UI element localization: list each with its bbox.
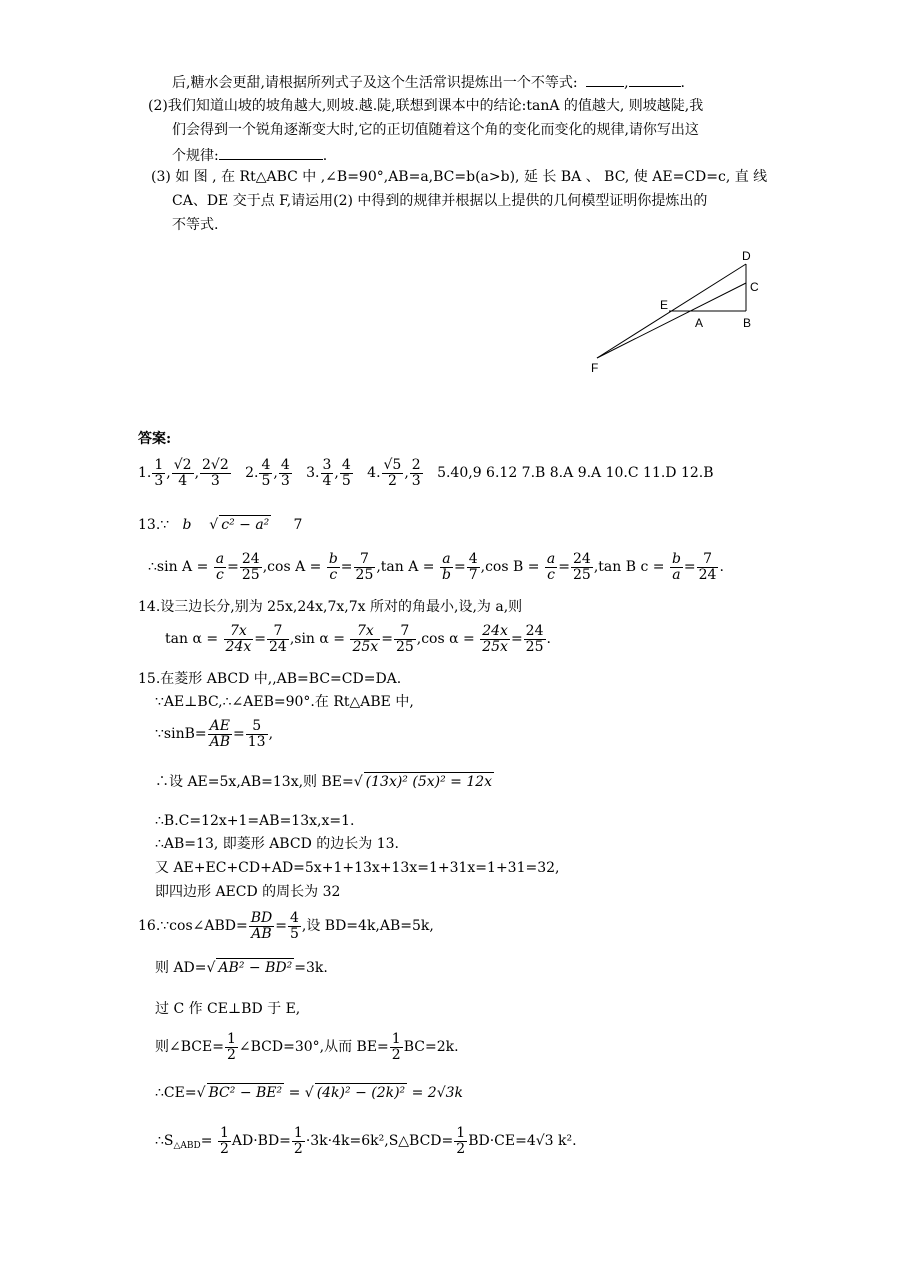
line-fc	[597, 283, 746, 358]
answer-16-line-1: 16.∵cos∠ABD= $\frac{BD}{AB}$ = $\frac{4}{5}$ ,设 BD=4k,AB=5k,	[138, 909, 434, 942]
fraction: $\frac{2√2}{3}$	[202, 456, 229, 489]
answer-15-line-6: ∴AB=13, 即菱形 ABCD 的边长为 13.	[155, 836, 399, 852]
answer-15-line-1: 15.在菱形 ABCD 中,,AB=BC=CD=DA.	[138, 671, 402, 687]
fraction: $\frac{24x}{25x}$	[482, 622, 508, 655]
answer-16-line-5: ∴CE=√ BC² − BE² = √ (4k)² − (2k)² = 2√3k	[155, 1085, 464, 1101]
fraction: $\frac{1}{3}$	[154, 456, 164, 489]
problem-text: 后,糖水会更甜,请根据所列式子及这个生活常识提炼出一个不等式:	[172, 75, 578, 91]
fraction: $\frac{7}{24}$	[268, 622, 287, 655]
fraction: $\frac{7}{24}$	[698, 550, 717, 583]
fraction: $\frac{b}{a}$	[671, 550, 681, 583]
answer-15-line-2: ∵AE⊥BC,∴∠AEB=90°.在 Rt△ABE 中,	[155, 694, 414, 710]
fraction: $\frac{a}{b}$	[442, 550, 451, 583]
label-e: E	[660, 298, 669, 312]
fraction: $\frac{a}{c}$	[215, 550, 225, 583]
fraction: $\frac{24}{25}$	[241, 550, 260, 583]
problem-text: 个规律:	[172, 148, 219, 164]
fraction: $\frac{1}{2}$	[391, 1030, 401, 1063]
answers-heading: 答案:	[138, 431, 172, 447]
fraction: $\frac{5}{13}$	[247, 717, 266, 750]
label-c: C	[750, 280, 759, 294]
fraction: $\frac{b}{c}$	[328, 550, 338, 583]
fraction: $\frac{2}{3}$	[411, 456, 421, 489]
fraction: $\frac{4}{3}$	[280, 456, 290, 489]
fraction: $\frac{a}{c}$	[546, 550, 556, 583]
label-a: A	[695, 316, 704, 330]
answer-15-line-8: 即四边形 AECD 的周长为 32	[155, 884, 341, 900]
fraction: $\frac{4}{7}$	[468, 550, 478, 583]
problem-line-4: 个规律: .	[172, 145, 327, 165]
problem-line-1: 后,糖水会更甜,请根据所列式子及这个生活常识提炼出一个不等式: , .	[172, 72, 685, 92]
answer-1-12: 1. $\frac{1}{3}$ , $\frac{√2}{4}$ , $\frac{2√2}{3}$ 2. $\frac{4}{5}$ , $\frac{4}{3}$ 3. $\frac{3}{4}$ , $\frac{4}{5}$ 4. $\frac{√5}{2}$ , $\frac{2}{3}$ 5.40,9 6.12 7.B 8.A 9.A 10.C 11.D 12.B	[138, 456, 714, 489]
fraction: $\frac{1}{2}$	[456, 1124, 466, 1157]
answer-15-line-4: ∴设 AE=5x,AB=13x,则 BE=√ (13x)² (5x)² = 12x	[155, 774, 493, 790]
problem-line-5: (3) 如 图 , 在 Rt△ABC 中 ,∠B=90°,AB=a,BC=b(a>b), 延 长 BA 、 BC, 使 AE=CD=c, 直 线	[151, 169, 768, 185]
fraction: $\frac{7}{25}$	[355, 550, 374, 583]
label-d: D	[742, 249, 751, 263]
geometry-figure	[585, 248, 765, 378]
fraction: $\frac{7x}{24x}$	[225, 622, 252, 655]
fraction: $\frac{√2}{4}$	[173, 456, 192, 489]
problem-line-7: 不等式.	[172, 217, 219, 233]
answer-14-line-2: tan α = $\frac{7x}{24x}$ = $\frac{7}{24}$ ,sin α = $\frac{7x}{25x}$ = $\frac{7}{25}$ ,cos α = $\frac{24x}{25x}$ = $\frac{24}{25}$ .	[165, 622, 551, 655]
answer-blank	[586, 72, 624, 87]
fraction: $\frac{4}{5}$	[341, 456, 351, 489]
answer-blank	[629, 72, 681, 87]
answer-15-line-3: ∵sinB= $\frac{AE}{AB}$ = $\frac{5}{13}$ ,	[155, 717, 274, 750]
label-f: F	[591, 361, 599, 375]
answer-16-line-3: 过 C 作 CE⊥BD 于 E,	[155, 1001, 301, 1017]
fraction: $\frac{3}{4}$	[322, 456, 332, 489]
answer-15-line-7: 又 AE+EC+CD+AD=5x+1+13x+13x=1+31x=1+31=32,	[155, 860, 560, 876]
fraction: $\frac{24}{25}$	[525, 622, 544, 655]
problem-line-6: CA、DE 交于点 F,请运用(2) 中得到的规律并根据以上提供的几何模型证明你提炼出的	[172, 193, 708, 209]
fraction: $\frac{AE}{AB}$	[209, 717, 231, 750]
label-b: B	[743, 316, 752, 330]
fraction: $\frac{7x}{25x}$	[352, 622, 379, 655]
fraction: $\frac{4}{5}$	[261, 456, 271, 489]
fraction: $\frac{1}{2}$	[219, 1124, 229, 1157]
answer-13-line-1: 13.∵ b √ c² − a² 7	[138, 517, 303, 533]
answer-13-line-2: ∴sin A = $\frac{a}{c}$ = $\frac{24}{25}$ ,cos A = $\frac{b}{c}$ = $\frac{7}{25}$ ,tan A = $\frac{a}{b}$ = $\frac{4}{7}$ ,cos B = $\frac{a}{c}$ = $\frac{24}{25}$ ,tan B c = $\frac{b}{a}$ = $\frac{7}{24}$ .	[148, 550, 724, 583]
fraction: $\frac{24}{25}$	[573, 550, 591, 583]
fraction: $\frac{1}{2}$	[293, 1124, 303, 1157]
answer-16-line-2: 则 AD=√ AB² − BD² =3k.	[155, 960, 328, 976]
problem-line-2: (2)我们知道山坡的坡角越大,则坡.越.陡,联想到课本中的结论:tanA 的值越大, 则坡越陡,我	[148, 98, 704, 114]
answer-blank	[219, 145, 323, 160]
answer-16-line-6: $\therefore S_{\triangle ABD}=$ $\frac{1}{2}$ AD·BD= $\frac{1}{2}$ ·3k·4k=6k²,S△BCD= $\frac{1}{2}$ BD·CE=4√3 k².	[155, 1124, 577, 1157]
problem-line-3: 们会得到一个锐角逐渐变大时,它的正切值随着这个角的变化而变化的规律,请你写出这	[172, 122, 699, 138]
fraction: $\frac{7}{25}$	[395, 622, 414, 655]
answer-15-line-5: ∴B.C=12x+1=AB=13x,x=1.	[155, 813, 355, 829]
answer-16-line-4: 则∠BCE= $\frac{1}{2}$ ∠BCD=30°,从而 BE= $\frac{1}{2}$ BC=2k.	[155, 1030, 459, 1063]
answer-14-line-1: 14.设三边长分,别为 25x,24x,7x,7x 所对的角最小,设,为 a,则	[138, 599, 523, 615]
fraction: $\frac{√5}{2}$	[383, 456, 402, 489]
fraction: $\frac{4}{5}$	[289, 909, 299, 942]
fraction: $\frac{BD}{AB}$	[250, 909, 273, 942]
fraction: $\frac{1}{2}$	[226, 1030, 236, 1063]
